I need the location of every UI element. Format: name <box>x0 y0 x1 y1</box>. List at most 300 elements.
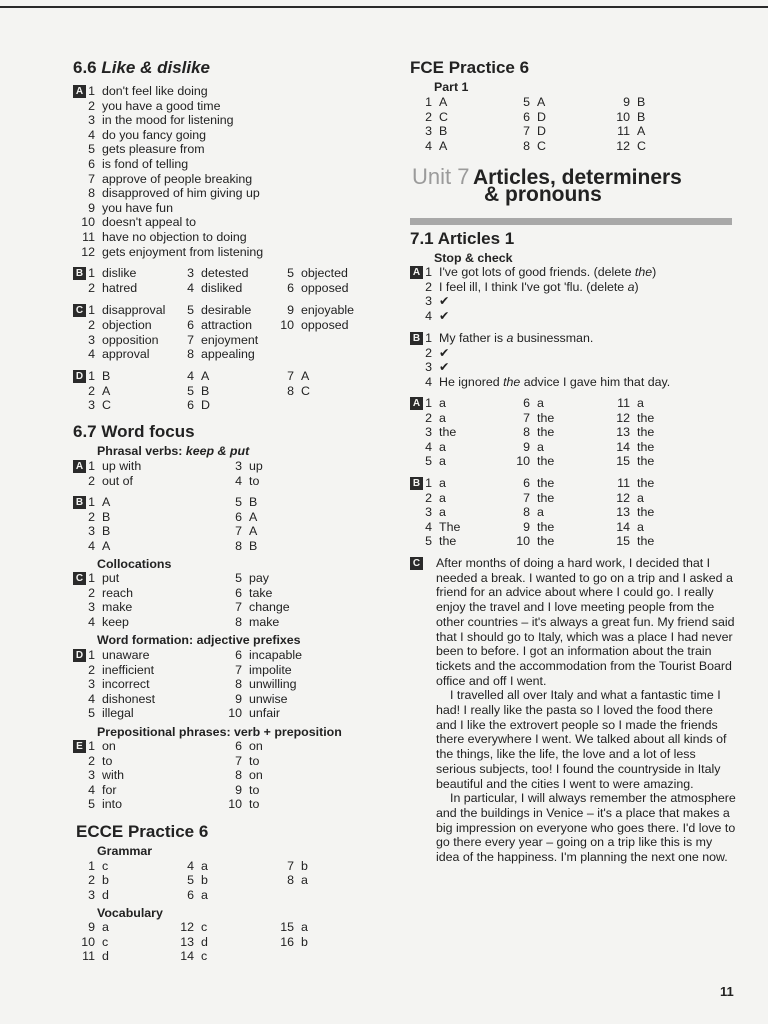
item-answer: C <box>637 138 646 153</box>
item-number: 4 <box>425 519 432 534</box>
item-answer: enjoyable <box>301 303 355 317</box>
item-answer: make <box>249 614 280 629</box>
item-answer: the <box>537 425 555 440</box>
item-answer: out of <box>102 473 134 488</box>
answer-item <box>276 281 349 296</box>
item-text: He ignored <box>439 374 504 389</box>
answer-item <box>77 347 150 362</box>
answer-item <box>77 369 110 384</box>
item-answer: on <box>249 739 263 753</box>
exercise-label-a: A <box>410 397 423 410</box>
item-answer: the <box>537 490 555 505</box>
item-text: ✔ <box>439 360 450 375</box>
item-answer: on <box>102 739 116 753</box>
answer-item <box>176 347 255 362</box>
item-number: 4 <box>425 374 432 389</box>
unit-rule <box>410 218 732 225</box>
item-number: 10 <box>516 534 530 549</box>
item-italic: the <box>503 374 521 389</box>
item-number: 5 <box>425 534 432 549</box>
exercise-label-c: C <box>410 557 423 570</box>
item-number: 11 <box>82 949 95 963</box>
item-number: 10 <box>516 454 530 469</box>
item-number: 9 <box>523 519 530 534</box>
answer-item <box>73 920 109 935</box>
item-number: 4 <box>88 538 95 553</box>
item-number: 1 <box>425 396 432 410</box>
answer-item <box>276 859 308 874</box>
item-number: 12 <box>616 138 630 153</box>
item-answer: for <box>102 782 117 797</box>
answer-item <box>77 113 234 128</box>
item-italic: a <box>506 331 514 345</box>
item-answer: to <box>102 753 113 768</box>
item-number: 3 <box>425 124 432 139</box>
answer-item <box>224 474 259 489</box>
item-answer: pay <box>249 571 269 585</box>
answer-item <box>414 505 446 520</box>
item-answer: the <box>637 410 655 425</box>
answer-item <box>414 534 456 549</box>
item-italic: the <box>634 265 653 279</box>
item-answer: do you fancy going <box>102 127 207 142</box>
subheading-part-1: Part 1 <box>434 80 469 94</box>
item-answer: A <box>439 95 448 109</box>
item-answer: the <box>537 454 555 469</box>
item-answer: illegal <box>102 706 134 721</box>
item-answer: to <box>249 797 260 812</box>
answer-item <box>176 333 258 348</box>
item-number: 8 <box>187 347 194 361</box>
item-answer: B <box>102 524 111 539</box>
answer-item <box>176 369 209 384</box>
answer-item <box>414 476 446 491</box>
answer-item <box>176 398 210 413</box>
answer-item <box>77 571 119 586</box>
answer-item <box>224 571 269 586</box>
answer-item <box>612 411 654 426</box>
item-answer: a <box>537 505 544 520</box>
item-answer: a <box>637 490 644 505</box>
item-number: 10 <box>228 706 242 721</box>
item-answer: a <box>537 396 544 410</box>
item-answer: A <box>537 95 546 109</box>
item-number: 4 <box>235 473 242 488</box>
item-number: 1 <box>88 303 95 317</box>
answer-item <box>512 411 554 426</box>
answer-item <box>414 491 446 506</box>
item-number: 5 <box>187 873 194 887</box>
answer-item <box>77 459 141 474</box>
item-answer: doesn't appeal to <box>102 215 196 230</box>
answer-item <box>414 110 448 125</box>
item-number: 1 <box>88 266 95 280</box>
item-answer: D <box>537 124 546 139</box>
item-number: 15 <box>616 454 630 469</box>
item-number: 3 <box>425 360 432 375</box>
item-answer: B <box>102 509 111 524</box>
answer-item <box>272 920 308 935</box>
item-number: 9 <box>523 439 530 454</box>
answer-item <box>414 346 449 361</box>
answer-item <box>77 157 188 172</box>
item-number: 2 <box>88 318 95 332</box>
item-number: 1 <box>88 859 95 873</box>
answer-item <box>77 648 150 663</box>
item-number: 1 <box>88 648 95 662</box>
answer-item <box>512 491 554 506</box>
item-number: 11 <box>617 476 630 490</box>
item-italic: a <box>627 279 635 294</box>
answer-item <box>276 384 310 399</box>
item-number: 8 <box>235 768 242 783</box>
item-answer: to <box>249 753 260 768</box>
item-text: I've got lots of good friends. (delete <box>439 265 635 279</box>
answer-item <box>276 369 309 384</box>
answer-item <box>414 454 446 469</box>
item-number: 2 <box>88 753 95 768</box>
item-number: 7 <box>287 369 294 383</box>
item-number: 10 <box>81 215 95 230</box>
item-answer: unwise <box>249 691 288 706</box>
item-number: 13 <box>616 425 630 440</box>
item-answer: gets pleasure from <box>102 142 205 157</box>
item-answer: d <box>102 888 109 902</box>
item-number: 5 <box>88 706 95 721</box>
item-answer: opposition <box>102 333 159 347</box>
answer-item <box>77 539 110 554</box>
item-answer: you have fun <box>102 200 173 215</box>
answer-item <box>612 534 654 549</box>
answer-item <box>77 84 208 99</box>
answer-item <box>172 949 207 964</box>
item-number: 7 <box>523 490 530 505</box>
item-number: 15 <box>616 534 630 549</box>
item-number: 3 <box>88 524 95 539</box>
item-number: 1 <box>88 495 95 509</box>
answer-item <box>414 331 593 346</box>
item-number: 3 <box>425 505 432 520</box>
item-answer: A <box>102 538 111 553</box>
answer-item <box>176 281 242 296</box>
answer-item <box>77 768 124 783</box>
item-number: 7 <box>523 410 530 425</box>
exercise-label-b: B <box>73 267 86 280</box>
unit-title-line-2: & pronouns <box>484 182 602 206</box>
answer-item <box>172 920 207 935</box>
answer-item <box>612 491 644 506</box>
item-number: 8 <box>88 186 95 201</box>
answer-item <box>77 888 109 903</box>
section-7-1-title: 7.1 Articles 1 <box>410 229 515 248</box>
item-answer: A <box>637 124 646 139</box>
item-number: 1 <box>88 571 95 585</box>
item-number: 6 <box>287 280 294 295</box>
item-number: 5 <box>187 384 194 398</box>
item-answer: b <box>301 935 308 949</box>
exercise-label-b: B <box>410 477 423 490</box>
answer-item <box>77 266 136 281</box>
ecce-practice-title: ECCE Practice 6 <box>76 822 209 841</box>
item-answer: a <box>439 439 446 454</box>
answer-item <box>512 476 554 491</box>
item-number: 2 <box>88 473 95 488</box>
answer-item <box>77 333 159 348</box>
item-number: 3 <box>187 266 194 280</box>
answer-item <box>176 873 208 888</box>
item-number: 1 <box>425 331 432 345</box>
subheading-collocations: Collocations <box>97 557 172 571</box>
item-number: 12 <box>81 244 95 259</box>
item-answer: the <box>537 519 555 534</box>
item-number: 4 <box>88 127 95 142</box>
item-answer: into <box>102 797 122 812</box>
item-number: 9 <box>287 303 294 317</box>
answer-item <box>73 949 109 964</box>
subheading-phrasal-verbs: Phrasal verbs: keep & put <box>97 444 250 458</box>
answer-item <box>77 186 260 201</box>
item-number: 2 <box>425 345 432 360</box>
item-number: 5 <box>235 571 242 585</box>
answer-item <box>176 303 251 318</box>
item-answer: is fond of telling <box>102 157 189 171</box>
item-number: 6 <box>523 476 530 490</box>
answer-item <box>612 476 654 491</box>
item-answer: C <box>102 398 111 412</box>
item-number: 6 <box>187 318 194 332</box>
item-number: 2 <box>88 98 95 113</box>
item-answer: dislike <box>102 266 137 280</box>
answer-item <box>512 520 554 535</box>
answer-item <box>612 110 645 125</box>
item-answer: dishonest <box>102 691 156 706</box>
item-number: 10 <box>228 797 242 812</box>
item-answer: A <box>201 369 210 383</box>
answer-item <box>77 201 173 216</box>
item-number: 6 <box>235 509 242 524</box>
answer-item <box>276 266 348 281</box>
item-answer: detested <box>201 266 249 280</box>
item-answer: inefficient <box>102 662 155 677</box>
item-answer: D <box>201 398 210 412</box>
item-answer: a <box>637 396 644 410</box>
item-number: 3 <box>88 398 95 412</box>
answer-item <box>612 454 654 469</box>
item-answer: a <box>637 519 644 534</box>
item-number: 9 <box>623 95 630 109</box>
answer-item <box>176 888 208 903</box>
answer-item <box>512 110 546 125</box>
item-number: 14 <box>616 519 630 534</box>
answer-item <box>77 384 110 399</box>
answer-item <box>414 425 456 440</box>
item-answer: d <box>201 935 208 949</box>
item-answer: the <box>637 476 655 490</box>
item-answer: opposed <box>301 318 349 332</box>
item-answer: a <box>201 888 208 902</box>
item-answer: put <box>102 571 120 585</box>
answer-item <box>276 873 308 888</box>
answer-item <box>176 318 252 333</box>
item-answer: unfair <box>249 706 280 721</box>
item-answer: take <box>249 585 273 600</box>
answer-item <box>512 124 546 139</box>
item-number: 7 <box>523 124 530 139</box>
item-number: 11 <box>617 124 630 139</box>
item-number: 7 <box>235 524 242 539</box>
item-answer: b <box>301 859 308 873</box>
item-answer: disliked <box>201 280 243 295</box>
exercise-label-b: B <box>73 496 86 509</box>
item-number: 7 <box>287 859 294 873</box>
item-answer: the <box>537 476 555 490</box>
item-answer: C <box>301 384 310 398</box>
answer-item <box>77 797 122 812</box>
item-text: I feel ill, I think I've got 'flu. (delete <box>439 279 628 294</box>
item-answer: a <box>301 920 308 934</box>
item-answer: c <box>201 920 208 934</box>
answer-item <box>414 280 639 295</box>
item-answer: enjoyment <box>201 333 259 347</box>
answer-item <box>512 534 554 549</box>
item-number: 10 <box>280 318 294 332</box>
item-number: 8 <box>287 384 294 398</box>
item-number: 8 <box>235 677 242 692</box>
answer-item <box>77 99 220 114</box>
item-answer: objected <box>301 266 348 280</box>
item-number: 3 <box>88 888 95 902</box>
answer-item <box>612 440 654 455</box>
answer-item <box>176 266 249 281</box>
item-number: 1 <box>425 95 432 109</box>
item-number: 7 <box>187 333 194 347</box>
item-number: 5 <box>425 454 432 469</box>
answer-item <box>77 142 205 157</box>
item-answer: D <box>537 109 546 124</box>
answer-item <box>224 768 263 783</box>
answer-item <box>276 318 349 333</box>
paragraph-1: After months of doing a hard work, I decided that I needed a break. I wanted to go on a trip and I asked a friend for an advice about where I could go. I really enjoy the travel and I love meeting people from the other countries – it's always a great fun. My friend said that I should go to Italy, which was a place I had never been to before. I got an information about the train tickets and the accommodation from the Tourist Board office and off I went. <box>436 556 735 688</box>
item-number: 11 <box>617 396 630 410</box>
item-answer: the <box>537 534 555 549</box>
item-answer: the <box>537 410 555 425</box>
item-answer: make <box>102 600 133 615</box>
answer-item <box>77 677 150 692</box>
answer-item <box>612 520 644 535</box>
answer-item <box>77 128 206 143</box>
answer-item <box>414 375 670 390</box>
answer-item <box>512 95 545 110</box>
item-answer: have no objection to doing <box>102 230 247 244</box>
item-number: 13 <box>180 935 194 949</box>
item-answer: with <box>102 768 125 783</box>
item-answer: unaware <box>102 648 150 662</box>
item-answer: approval <box>102 347 150 361</box>
item-number: 3 <box>425 294 432 309</box>
answer-item <box>73 935 108 950</box>
item-answer: reach <box>102 585 133 600</box>
answer-item <box>224 797 259 812</box>
item-answer: B <box>439 124 448 139</box>
item-number: 1 <box>88 84 95 98</box>
answer-item <box>272 935 308 950</box>
item-number: 2 <box>425 279 432 294</box>
item-number: 4 <box>88 347 95 361</box>
exercise-label-e: E <box>73 740 86 753</box>
answer-item <box>414 440 446 455</box>
item-answer: the <box>439 534 457 549</box>
answer-item <box>512 505 544 520</box>
section-6-7-title: 6.7 Word focus <box>73 422 195 441</box>
item-answer: B <box>102 369 111 383</box>
item-number: 14 <box>616 439 630 454</box>
item-answer: B <box>249 538 258 553</box>
item-number: 3 <box>88 768 95 783</box>
item-number: 4 <box>425 138 432 153</box>
item-answer: the <box>637 505 655 520</box>
section-6-6-title: 6.6 Like & dislike <box>73 58 211 77</box>
answer-item <box>612 396 644 411</box>
answer-item <box>224 615 279 630</box>
item-answer: incapable <box>249 648 303 662</box>
item-text-end: advice I gave him that day. <box>520 374 671 389</box>
item-number: 2 <box>88 873 95 887</box>
answer-item <box>77 215 196 230</box>
answer-item <box>414 309 449 324</box>
item-number: 15 <box>280 920 294 934</box>
answer-item <box>77 230 247 245</box>
item-answer: the <box>637 425 655 440</box>
answer-item <box>414 124 447 139</box>
item-number: 10 <box>81 935 95 949</box>
answer-item <box>224 648 302 663</box>
item-answer: impolite <box>249 662 292 677</box>
item-number: 7 <box>88 171 95 186</box>
item-number: 8 <box>235 614 242 629</box>
answer-item <box>77 615 129 630</box>
item-answer: a <box>439 396 446 410</box>
item-number: 14 <box>180 949 194 963</box>
item-answer: keep <box>102 614 129 629</box>
answer-item <box>512 425 554 440</box>
item-answer: a <box>301 873 308 887</box>
exercise-label-a: A <box>410 266 423 279</box>
item-number: 3 <box>88 333 95 347</box>
answer-item <box>224 459 263 474</box>
answer-item <box>224 739 263 754</box>
answer-item <box>77 474 133 489</box>
item-number: 12 <box>180 920 194 934</box>
item-number: 2 <box>425 410 432 425</box>
exercise-label-d: D <box>73 370 86 383</box>
answer-item <box>77 859 108 874</box>
item-answer: The <box>439 519 461 534</box>
item-number: 2 <box>88 585 95 600</box>
item-number: 6 <box>187 398 194 412</box>
item-number: 4 <box>187 369 194 383</box>
item-number: 11 <box>82 230 95 244</box>
item-number: 8 <box>523 505 530 520</box>
answer-item <box>512 454 554 469</box>
answer-item <box>224 692 288 707</box>
subheading-word-formation: Word formation: adjective prefixes <box>97 633 301 647</box>
answer-item <box>77 510 110 525</box>
item-answer: B <box>637 109 646 124</box>
item-number: 2 <box>88 662 95 677</box>
item-answer: d <box>102 949 109 963</box>
answer-item <box>414 265 656 280</box>
item-answer: gets enjoyment from listening <box>102 244 264 259</box>
